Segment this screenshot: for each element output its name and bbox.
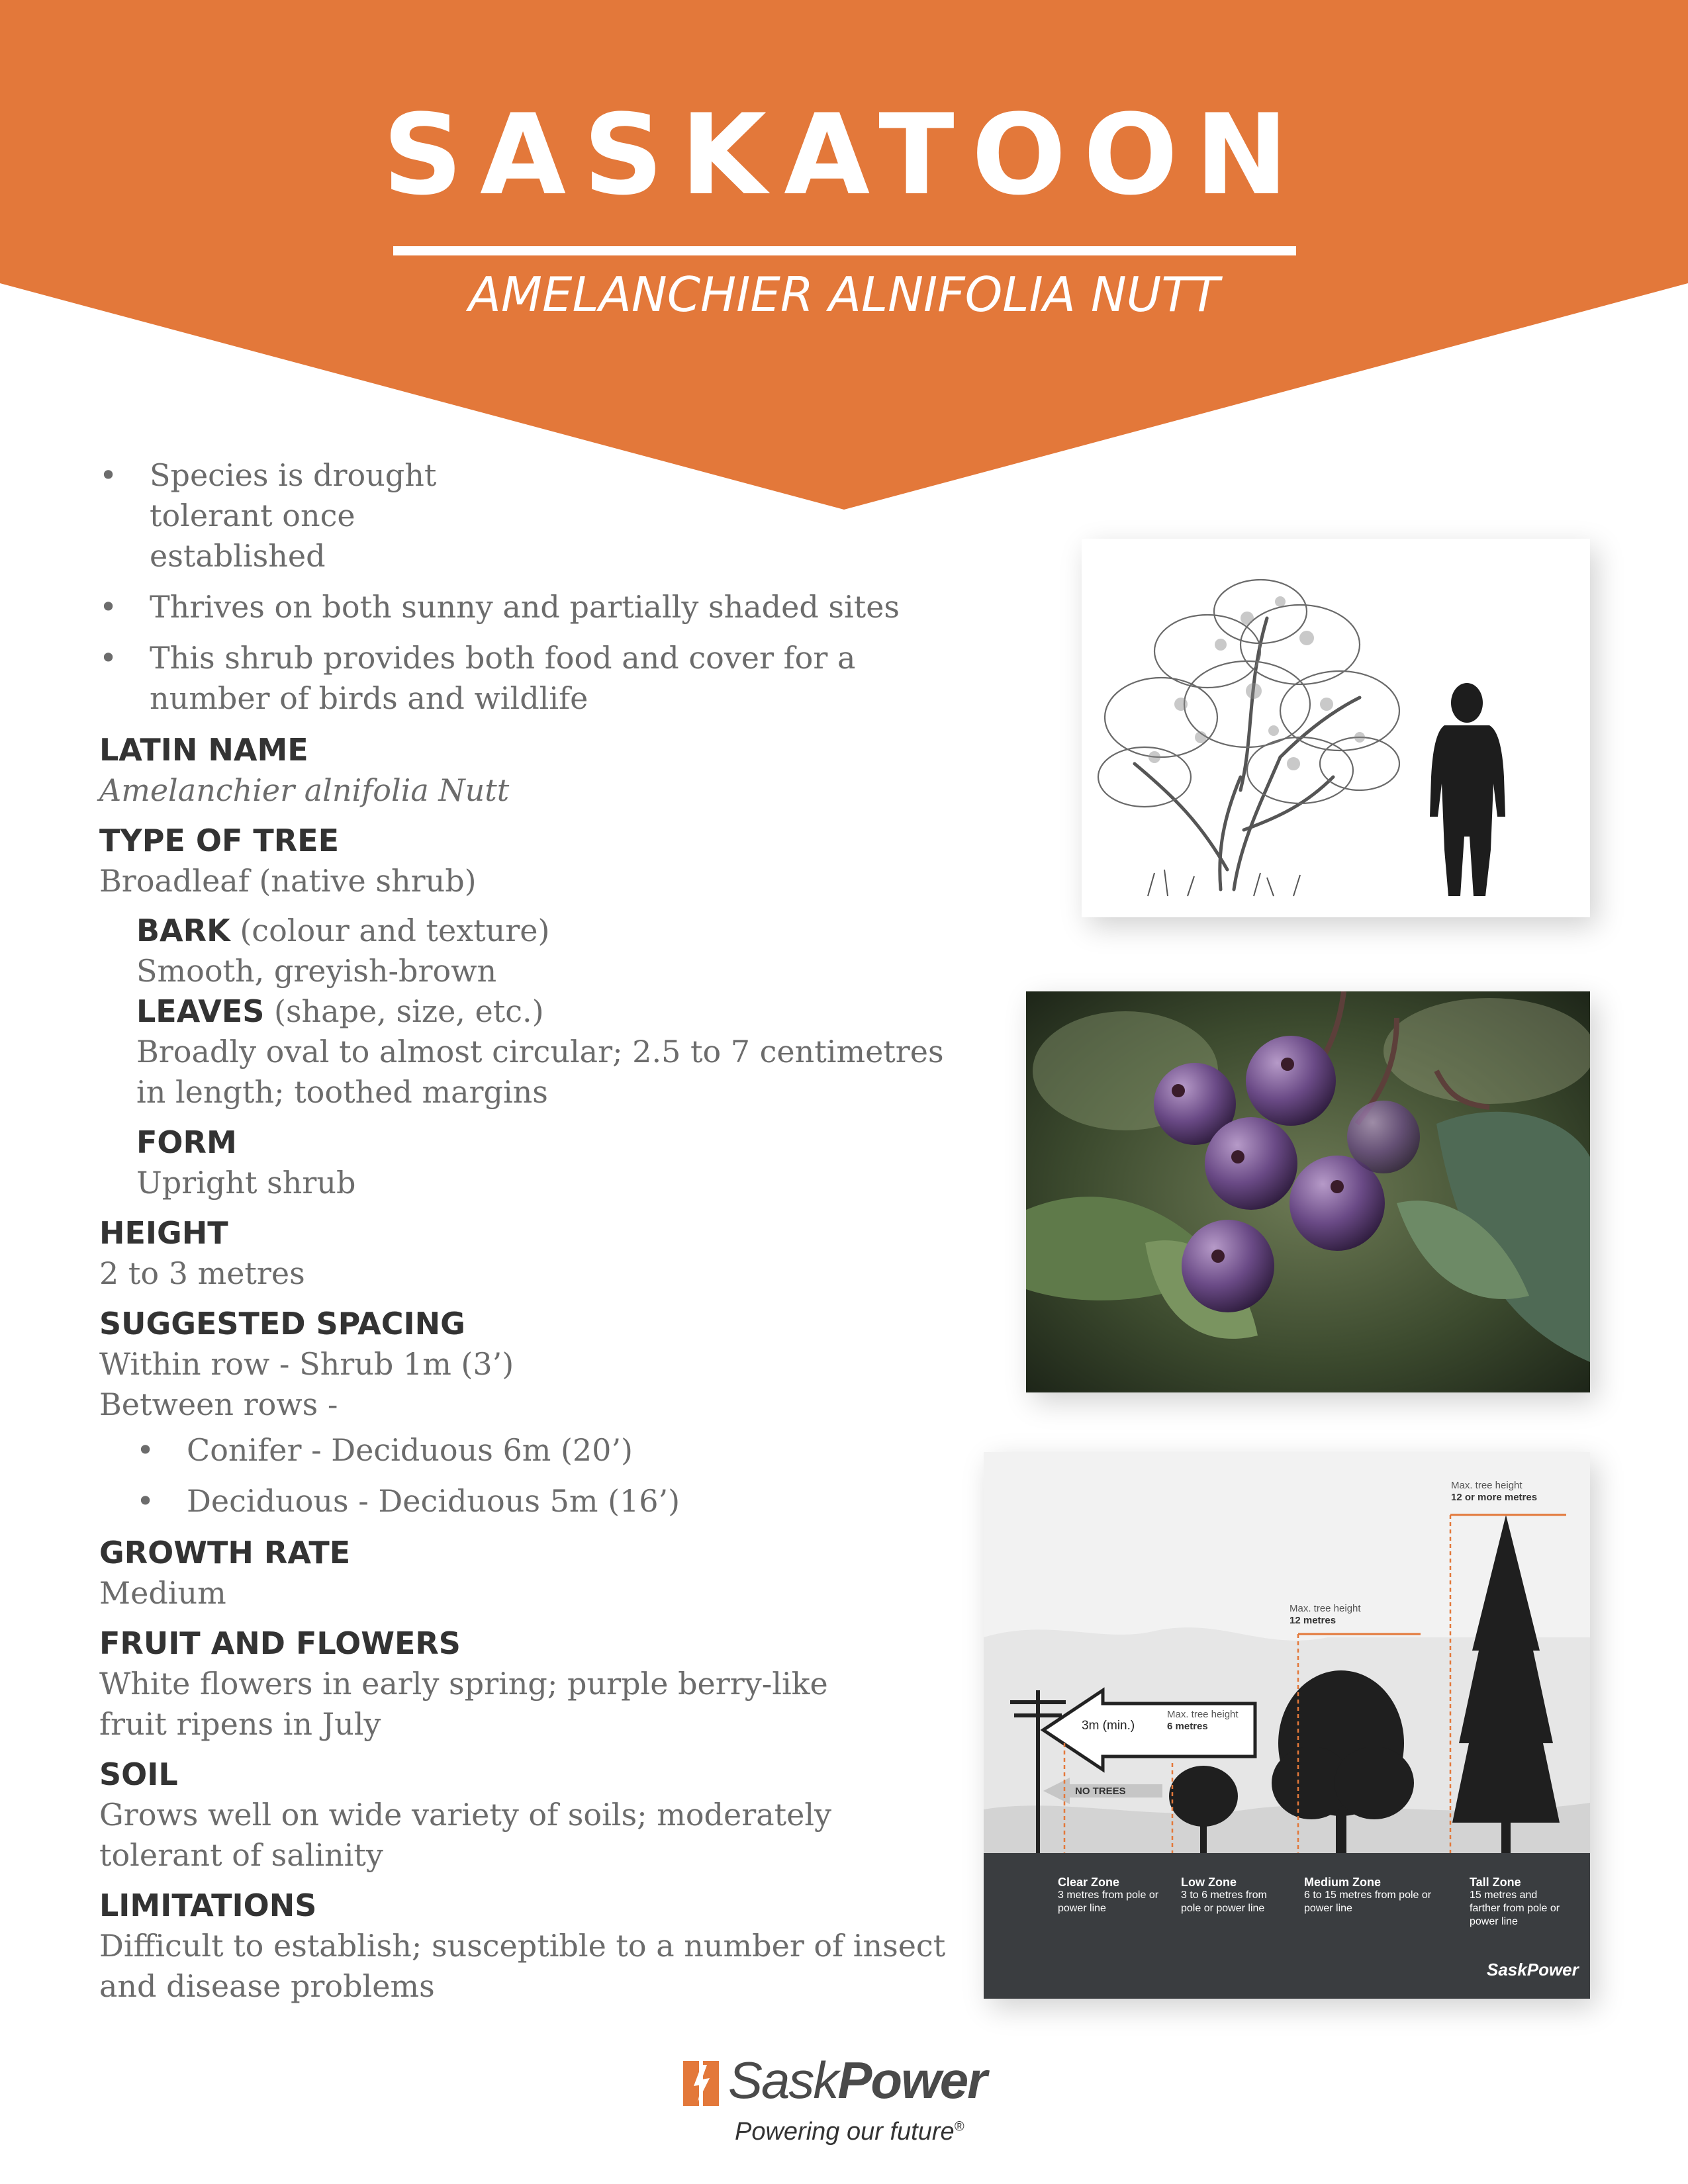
- leaves-heading: LEAVES: [136, 993, 265, 1029]
- list-item: • Deciduous - Deciduous 5m (16’): [136, 1481, 960, 1522]
- low-zone-label: Low Zone 3 to 6 metres from pole or power line: [1181, 1876, 1267, 1914]
- list-item: • This shrub provides both food and cover for a number of birds and wildlife: [99, 638, 960, 719]
- intro-bullets: [99, 455, 960, 719]
- fruit-heading: FRUIT AND FLOWERS: [99, 1625, 461, 1661]
- shrub-illustration: [1082, 539, 1590, 917]
- brand-wordmark: SaskPower: [728, 2051, 986, 2109]
- bullet-icon: •: [99, 640, 118, 676]
- soil-heading: SOIL: [99, 1756, 178, 1792]
- page-title: SASKATOON: [382, 90, 1305, 220]
- tall-zone-label: Tall Zone 15 metres and farther from pole or power line: [1470, 1876, 1560, 1927]
- limitations-value: Difficult to establish; susceptible to a number of insect and disease problems: [99, 1928, 946, 2004]
- bullet-icon: •: [99, 589, 118, 625]
- growth-rate-value: Medium: [99, 1575, 226, 1611]
- bark-qualifier: (colour and texture): [230, 913, 550, 948]
- low-height-note: Max. tree height 6 metres: [1167, 1709, 1239, 1732]
- tall-height-note: Max. tree height 12 or more metres: [1451, 1480, 1538, 1503]
- no-trees-label: NO TREES: [1075, 1786, 1126, 1797]
- growth-rate-heading: GROWTH RATE: [99, 1535, 351, 1570]
- saskpower-logo: [682, 2051, 1026, 2156]
- bark-value: Smooth, greyish-brown: [136, 953, 497, 989]
- saskatoon-berries-photo: [1026, 991, 1590, 1392]
- fruit-value: White flowers in early spring; purple berry-like fruit ripens in July: [99, 1666, 828, 1742]
- form-value: Upright shrub: [136, 1165, 356, 1201]
- type-of-tree-heading: TYPE OF TREE: [99, 823, 340, 858]
- height-heading: HEIGHT: [99, 1215, 228, 1251]
- leaves-value: Broadly oval to almost circular; 2.5 to 7 centimetres in length; toothed margins: [136, 1034, 944, 1110]
- species-details: [99, 455, 960, 2007]
- medium-zone-label: Medium Zone 6 to 15 metres from pole or power line: [1304, 1876, 1432, 1914]
- form-heading: FORM: [136, 1124, 237, 1160]
- bark-heading: BARK: [136, 913, 230, 948]
- diagram-brand-logo: SaskPower: [1487, 1960, 1579, 1979]
- tree-characteristics: [99, 911, 960, 1203]
- clearance-arrow-label: 3m (min.): [1082, 1719, 1135, 1733]
- list-item: • Conifer - Deciduous 6m (20’): [136, 1430, 960, 1471]
- spacing-list: [99, 1430, 960, 1522]
- limitations-heading: LIMITATIONS: [99, 1888, 317, 1923]
- title-divider: [393, 246, 1296, 255]
- planting-zones-diagram: [984, 1452, 1590, 1999]
- spacing-within-row: Within row - Shrub 1m (3’): [99, 1346, 514, 1382]
- saskpower-mark-icon: [682, 2061, 720, 2106]
- soil-value: Grows well on wide variety of soils; moderately tolerant of salinity: [99, 1797, 832, 1873]
- list-item: • Species is drought tolerant once established: [99, 455, 960, 576]
- clear-zone-label: Clear Zone 3 metres from pole or power line: [1058, 1876, 1159, 1914]
- header-banner: [0, 0, 1688, 516]
- bullet-icon: •: [99, 457, 118, 493]
- page-subtitle: AMELANCHIER ALNIFOLIA NUTT: [468, 267, 1220, 322]
- spacing-between-rows: Between rows -: [99, 1387, 338, 1422]
- berries-illustration: [1026, 991, 1590, 1392]
- latin-name-value: Amelanchier alnifolia Nutt: [99, 772, 510, 808]
- height-value: 2 to 3 metres: [99, 1255, 305, 1291]
- type-of-tree-value: Broadleaf (native shrub): [99, 863, 477, 899]
- spacing-heading: SUGGESTED SPACING: [99, 1306, 465, 1342]
- latin-name-heading: LATIN NAME: [99, 732, 308, 768]
- shrub-sketch-image: [1082, 539, 1590, 917]
- leaves-qualifier: (shape, size, etc.): [264, 993, 544, 1029]
- list-item: • Thrives on both sunny and partially shaded sites: [99, 587, 960, 627]
- brand-tagline: Powering our future®: [735, 2118, 964, 2146]
- bark-heading-line: [136, 911, 960, 951]
- bullet-icon: •: [136, 1432, 155, 1468]
- medium-height-note: Max. tree height 12 metres: [1289, 1603, 1361, 1626]
- leaves-heading-line: [136, 991, 960, 1032]
- bullet-icon: •: [136, 1483, 155, 1519]
